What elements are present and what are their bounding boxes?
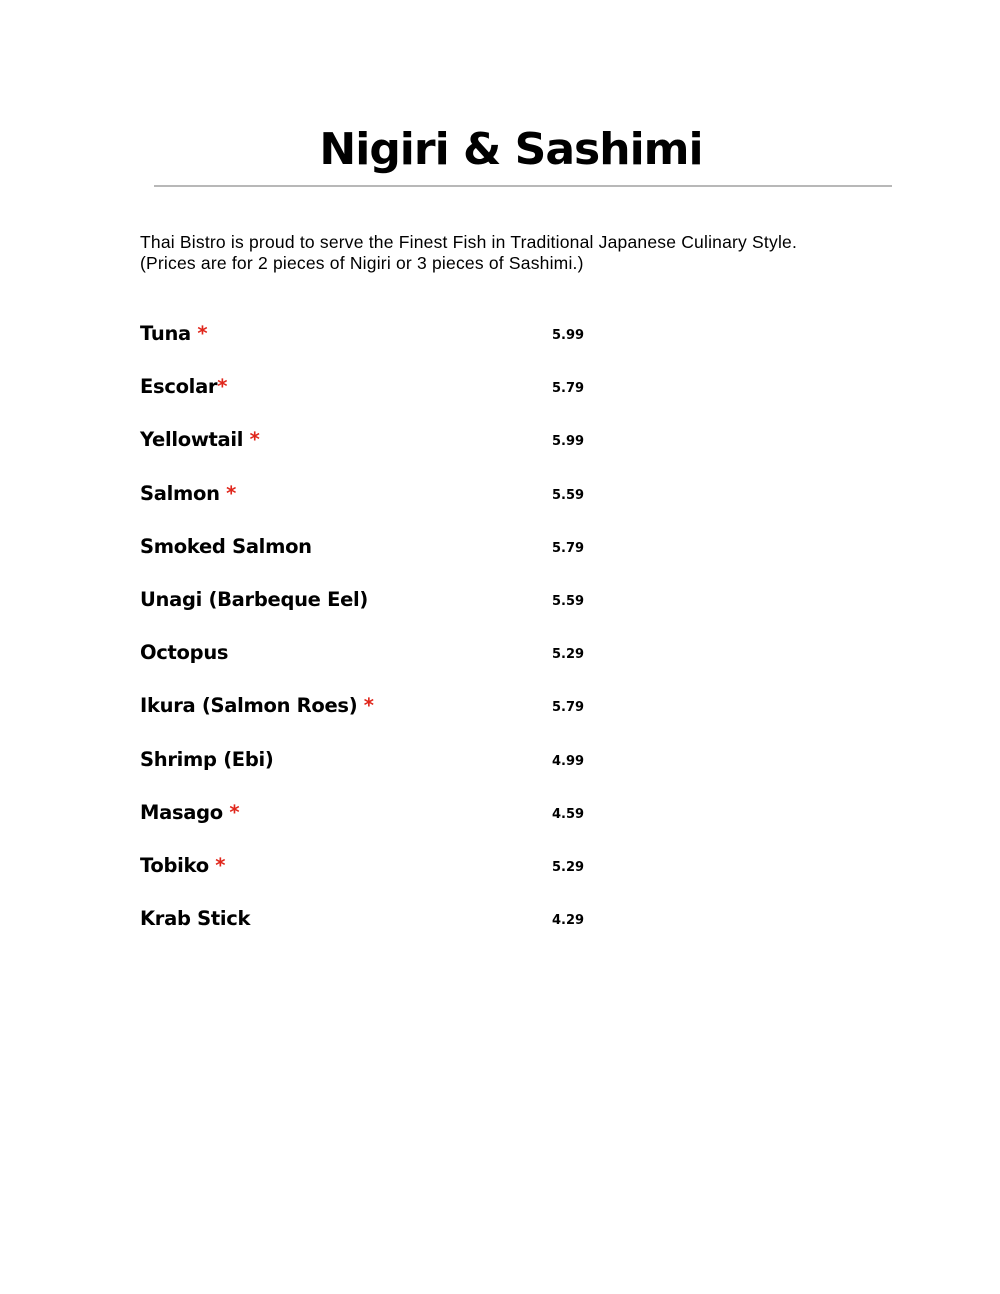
item-name-wrapper [140,852,225,880]
menu-item [140,320,740,373]
item-name: Escolar [140,375,218,399]
item-name: Salmon [140,481,220,505]
item-name: Masago [140,800,223,824]
asterisk-mark: * [357,694,374,718]
asterisk-mark: * [208,853,226,877]
item-price: 5.79 [552,540,585,556]
item-name-wrapper [140,905,250,933]
item-price: 5.29 [552,647,585,663]
item-name-wrapper [140,533,312,561]
item-name: Smoked Salmon [140,534,312,558]
item-name-wrapper [140,799,239,827]
item-price: 5.29 [552,859,585,875]
asterisk-mark: * [243,428,260,452]
item-name-wrapper [140,692,374,720]
item-name: Shrimp (Ebi) [140,747,274,771]
item-name-wrapper [140,480,236,508]
item-name: Tuna [140,322,191,345]
asterisk-mark: * [219,481,237,505]
asterisk-mark: * [222,800,240,824]
item-name-wrapper [140,426,260,454]
menu-item [140,533,740,586]
item-name-wrapper [140,373,227,401]
asterisk-mark: * [190,322,208,345]
item-price: 5.99 [552,328,585,343]
menu-item [140,639,740,692]
menu-item [140,692,740,745]
item-name-wrapper [140,746,273,774]
item-price: 4.29 [552,913,585,929]
intro-text [140,232,900,274]
menu-item [140,905,740,958]
item-name: Unagi (Barbeque Eel) [140,587,369,611]
item-name-wrapper [140,639,228,667]
item-name-wrapper [140,586,368,614]
item-name: Ikura (Salmon Roes) [140,694,358,718]
item-name: Octopus [140,641,229,665]
menu-item [140,480,740,533]
menu-item [140,852,740,905]
page-title: Nigiri & Sashimi [319,124,703,175]
item-name: Tobiko [140,853,209,877]
item-price: 5.99 [552,434,585,450]
asterisk-mark: * [217,375,228,399]
item-name: Krab Stick [140,907,251,931]
menu-item [140,586,740,639]
item-name: Yellowtail [140,428,244,452]
menu-item [140,746,740,799]
item-price: 4.99 [552,753,585,769]
menu-list [140,320,740,958]
item-price: 5.59 [552,593,585,609]
intro-line-1: Thai Bistro is proud to serve the Finest Fish in Traditional Japanese Culinary Style. [140,232,798,252]
intro-line-2: (Prices are for 2 pieces of Nigiri or 3 pieces of Sashimi.) [140,253,584,273]
menu-item [140,426,740,479]
item-name-wrapper [140,320,207,348]
menu-item [140,373,740,426]
item-price: 5.79 [552,700,585,716]
title-divider [154,185,892,187]
menu-item [140,799,740,852]
item-price: 5.79 [552,381,585,397]
item-price: 5.59 [552,487,585,503]
item-price: 4.59 [552,806,585,822]
